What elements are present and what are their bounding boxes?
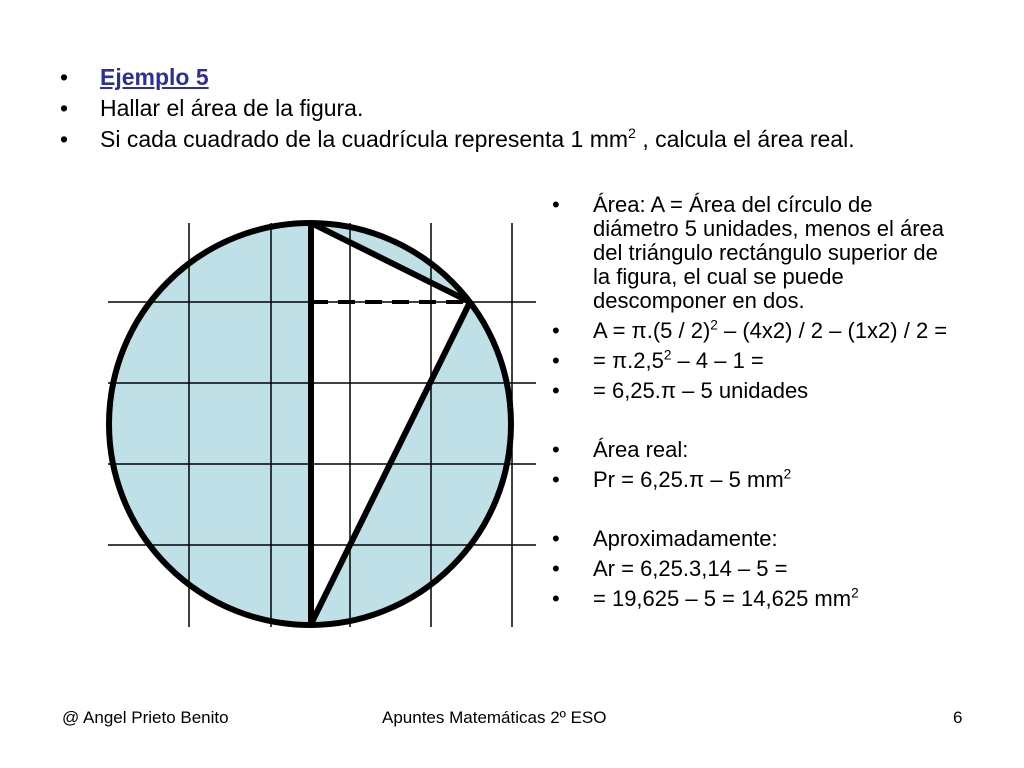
real-area-value-text: Pr = 6,25.π – 5 mm bbox=[593, 467, 784, 492]
step-3-text: = 6,25.π – 5 unidades bbox=[593, 378, 809, 403]
step-2-text: = π.2,5 bbox=[593, 348, 664, 373]
solution-bullet-list bbox=[552, 193, 952, 617]
bullet-task bbox=[60, 93, 1000, 124]
grid-statement-text: Si cada cuadrado de la cuadrícula representa 1 mm bbox=[100, 126, 629, 152]
bullet-formula bbox=[552, 319, 952, 343]
bullet-approx-label bbox=[552, 527, 952, 551]
bullet-area-description bbox=[552, 193, 952, 313]
approx-line-2-exponent: 2 bbox=[851, 585, 859, 601]
formula-exponent: 2 bbox=[710, 317, 718, 333]
grid-statement-exponent: 2 bbox=[628, 126, 636, 143]
step-2-text-continued: – 4 – 1 = bbox=[671, 348, 764, 373]
footer-course: Apuntes Matemáticas 2º ESO bbox=[382, 708, 607, 727]
approx-line-2-text: = 19,625 – 5 = 14,625 mm bbox=[593, 586, 852, 611]
bullet-real-area-label bbox=[552, 438, 952, 462]
real-area-label-text: Área real: bbox=[593, 437, 689, 462]
bullet-grid-statement bbox=[60, 124, 1000, 155]
bullet-approx-line-2 bbox=[552, 587, 952, 611]
header-bullet-list bbox=[60, 62, 1000, 155]
approx-line-1-text: Ar = 6,25.3,14 – 5 = bbox=[593, 556, 788, 581]
area-description-text: Área: A = Área del círculo de diámetro 5 unidades, menos el área del triángulo rectángulo superior de la figura, el cual se puede descomponer en dos. bbox=[593, 192, 944, 313]
formula-text: A = π.(5 / 2) bbox=[593, 318, 711, 343]
example-title-link[interactable]: Ejemplo 5 bbox=[100, 64, 209, 90]
footer-page-number: 6 bbox=[953, 708, 963, 727]
step-2-exponent: 2 bbox=[663, 347, 672, 363]
bullet-step-2 bbox=[552, 349, 952, 373]
task-text: Hallar el área de la figura. bbox=[100, 95, 364, 121]
formula-text-continued: – (4x2) / 2 – (1x2) / 2 = bbox=[717, 318, 948, 343]
geometry-figure bbox=[100, 215, 540, 635]
real-area-exponent: 2 bbox=[783, 466, 792, 482]
bullet-example-title bbox=[60, 62, 1000, 93]
approx-label-text: Aproximadamente: bbox=[593, 526, 778, 551]
slide-footer bbox=[0, 708, 1024, 732]
bullet-real-area-value bbox=[552, 468, 952, 492]
footer-author: @ Angel Prieto Benito bbox=[62, 708, 229, 727]
bullet-approx-line-1 bbox=[552, 557, 952, 581]
bullet-step-3 bbox=[552, 379, 952, 403]
grid-statement-suffix: , calcula el área real. bbox=[635, 126, 855, 152]
